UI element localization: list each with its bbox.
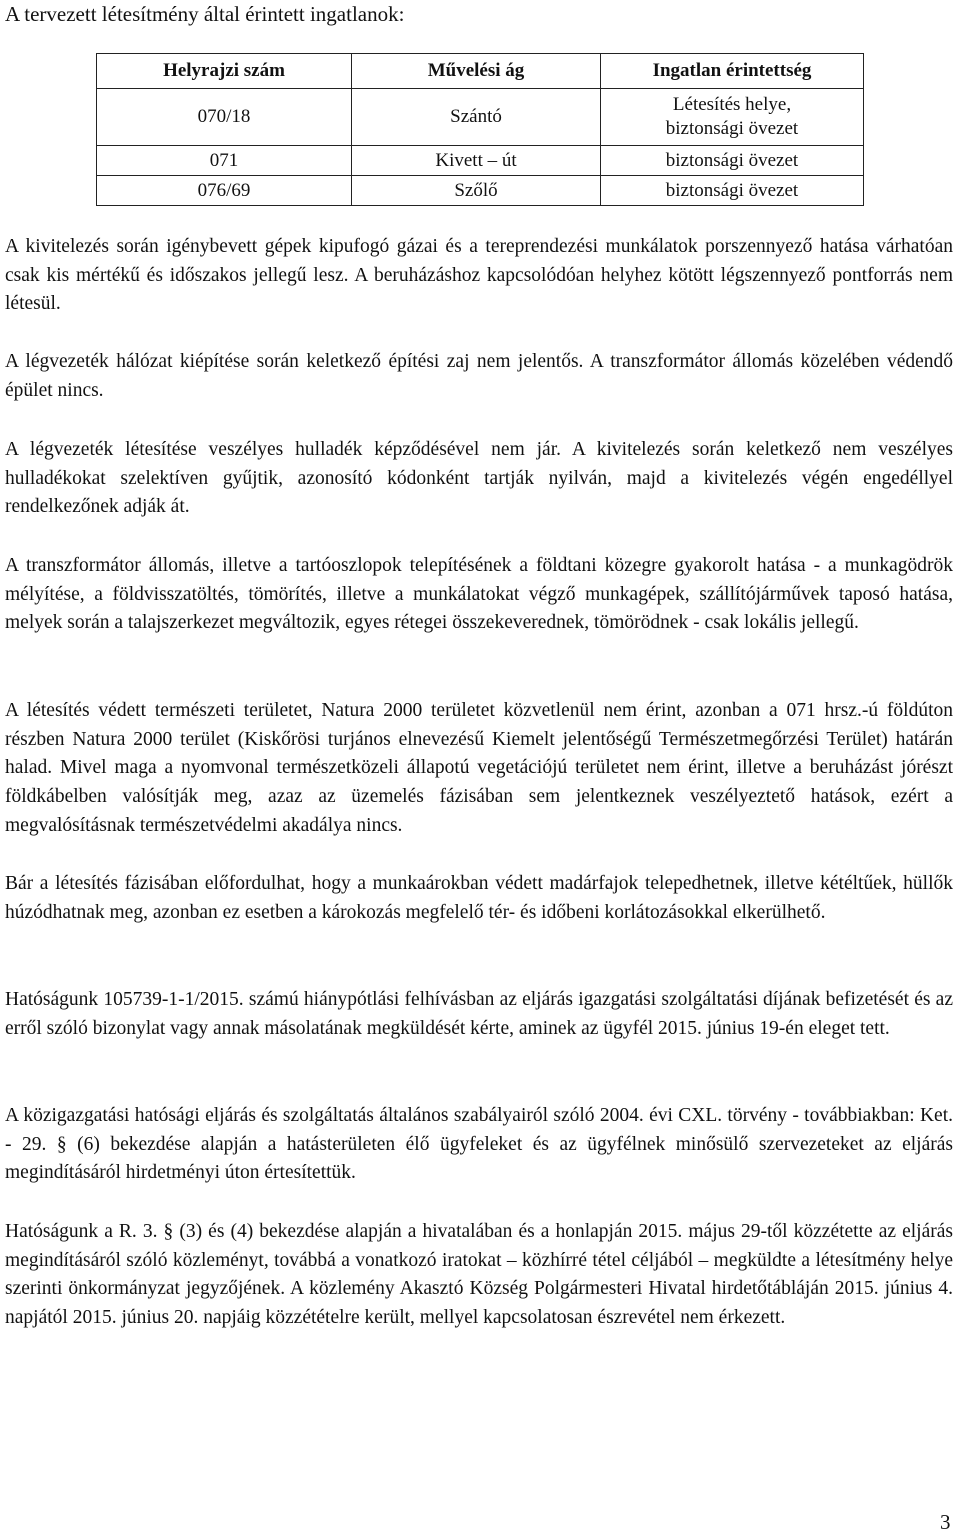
table-cell: 071 bbox=[97, 146, 352, 176]
paragraph-soil: A transzformátor állomás, illetve a tartóoszlopok telepítésének a földtani közegre gyakorolt hatása - a munkagödrök mélyítése, a földvisszatöltés, tömörítés, illetve a munkálatokat végző munkagépek, szállítójárművek taposó hatása, melyek során a talajszerkezet megváltozik, egyes rétegei összekeverednek, tömörödnek - csak lokális jellegű. bbox=[5, 555, 953, 634]
table-cell: biztonsági övezet bbox=[601, 146, 864, 176]
paragraph-noise: A légvezeték hálózat kiépítése során keletkező építési zaj nem jelentős. A transzformátor állomás közelében védendő épület nincs. bbox=[5, 351, 953, 401]
table-header-row bbox=[97, 54, 864, 89]
table-row bbox=[97, 146, 864, 176]
table-row bbox=[97, 89, 864, 146]
table-cell: biztonsági övezet bbox=[601, 176, 864, 206]
paragraph-air-quality: A kivitelezés során igénybevett gépek kipufogó gázai és a tereprendezési munkálatok porszennyező hatása várhatóan csak kis mértékű és időszakos jellegű lesz. A beruházáshoz kapcsolódóan helyhez kötött légszennyező pontforrás nem létesül. bbox=[5, 236, 953, 315]
paragraph-public-notice: Hatóságunk a R. 3. § (3) és (4) bekezdése alapján a hivatalában és a honlapján 2015. május 29-től közzétette az eljárás megindításáról szóló közleményt, továbbá a vonatkozó iratokat – közhírré tétel céljából – megküldte a létesítmény helye szerinti önkormányzat jegyzőjének. A közlemény Akasztó Község Polgármesteri Hivatal hirdetőtábláján 2015. június 4. napjától 2015. június 20. napjáig közzétételre került, mellyel kapcsolatosan észrevétel nem érkezett. bbox=[5, 1221, 953, 1329]
paragraph-waste: A légvezeték létesítése veszélyes hulladék képződésével nem jár. A kivitelezés során keletkező nem veszélyes hulladékokat szelektíven gyűjtik, azonosító kódonként tartják nyilván, majd a kivitelezés végén engedéllyel rendelkezőnek adják át. bbox=[5, 439, 953, 518]
column-header: Művelési ág bbox=[352, 54, 601, 89]
column-header: Ingatlan érintettség bbox=[601, 54, 864, 89]
paragraph-fee-payment: Hatóságunk 105739-1-1/2015. számú hiánypótlási felhívásban az eljárás igazgatási szolgáltatási díjának befizetését és az erről szóló bizonylat vagy annak másolatának megküldését kérte, aminek az ügyfél 2015. június 19-én eleget tett. bbox=[5, 989, 953, 1039]
table-cell: 076/69 bbox=[97, 176, 352, 206]
section-heading: A tervezett létesítmény által érintett ingatlanok: bbox=[5, 2, 405, 26]
paragraph-protected-species: Bár a létesítés fázisában előfordulhat, hogy a munkaárokban védett madárfajok telepedhetnek, illetve kétéltűek, hüllők húzódhatnak meg, azonban ez esetben a károkozás megfelelő tér- és időbeni korlátozásokkal elkerülhető. bbox=[5, 873, 953, 923]
table-row bbox=[97, 176, 864, 206]
affected-lots-table bbox=[96, 53, 864, 206]
table-cell: 070/18 bbox=[97, 89, 352, 146]
table-cell: Szőlő bbox=[352, 176, 601, 206]
table-cell: Kivett – út bbox=[352, 146, 601, 176]
page-number: 3 bbox=[940, 1510, 951, 1534]
table-cell: Szántó bbox=[352, 89, 601, 146]
column-header: Helyrajzi szám bbox=[97, 54, 352, 89]
paragraph-natura-2000: A létesítés védett természeti területet, Natura 2000 területet közvetlenül nem érint, azonban a 071 hrsz.-ú földúton részben Natura 2000 terület (Kiskőrösi turjános elnevezésű Kiemelt jelentőségű Természetmegőrzési Terület) határán halad. Mivel maga a nyomvonal természetközeli állapotú vegetációjú területet nem érint, illetve a beruházást jórészt földkábelben valósítják meg, azaz az üzemelés fázisában sem jelentkeznek veszélyeztető hatások, ezért a megvalósításnak természetvédelmi akadálya nincs. bbox=[5, 700, 953, 836]
paragraph-ket-notification: A közigazgatási hatósági eljárás és szolgáltatás általános szabályairól szóló 2004. évi CXL. törvény - továbbiakban: Ket. - 29. § (6) bekezdése alapján a hatásterületen élő ügyfeleket és az ügyfélnek minősülő szervezeteket az eljárás megindításáról hirdetményi úton értesítettük. bbox=[5, 1105, 953, 1184]
table-cell: Létesítés helye, biztonsági övezet bbox=[601, 89, 864, 146]
